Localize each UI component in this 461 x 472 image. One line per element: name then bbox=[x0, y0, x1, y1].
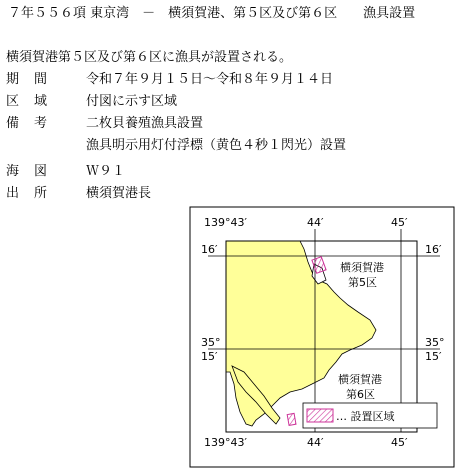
row-label-remarks: 備考 bbox=[6, 116, 63, 131]
row-value-chart: Ｗ９１ bbox=[86, 164, 126, 179]
lat-35-left: 35° bbox=[201, 336, 221, 349]
bottom-lon-44: 44′ bbox=[307, 436, 324, 449]
row-value-remarks-1: 二枚貝養殖漁具設置 bbox=[86, 116, 204, 131]
lat-35-right: 35° bbox=[425, 336, 445, 349]
bottom-lon-43: 139°43′ bbox=[204, 436, 247, 449]
notice-summary: 横須賀港第５区及び第６区に漁具が設置される。 bbox=[6, 50, 293, 65]
top-lon-44: 44′ bbox=[307, 216, 324, 229]
area6-label-line2: 第6区 bbox=[346, 388, 375, 401]
legend-swatch bbox=[307, 409, 333, 422]
lat-15-right: 15′ bbox=[425, 350, 442, 363]
area5-label-line1: 横須賀港 bbox=[340, 261, 384, 274]
top-lon-43: 139°43′ bbox=[204, 216, 247, 229]
bottom-lon-45: 45′ bbox=[391, 436, 408, 449]
row-label-source: 出所 bbox=[6, 186, 63, 201]
top-lon-45: 45′ bbox=[391, 216, 408, 229]
row-value-period: 令和７年９月１５日～令和８年９月１４日 bbox=[86, 72, 334, 87]
row-value-area: 付図に示す区域 bbox=[86, 94, 178, 109]
row-value-remarks-2: 漁具明示用灯付浮標（黄色４秒１閃光）設置 bbox=[86, 138, 347, 153]
lat-15-left: 15′ bbox=[201, 350, 218, 363]
row-label-area: 区域 bbox=[6, 94, 63, 109]
lat-16-left: 16′ bbox=[201, 243, 218, 256]
area6-label-line1: 横須賀港 bbox=[338, 373, 382, 386]
legend-text: … 設置区域 bbox=[336, 410, 395, 423]
row-value-source: 横須賀港長 bbox=[86, 186, 152, 201]
area5-label-line2: 第5区 bbox=[348, 276, 377, 289]
setup-area-6 bbox=[287, 413, 296, 425]
row-label-chart: 海図 bbox=[6, 164, 63, 179]
lat-16-right: 16′ bbox=[425, 243, 442, 256]
notice-title: ７年５５６項 東京湾 － 横須賀港、第５区及び第６区 漁具設置 bbox=[8, 6, 416, 21]
row-label-period: 期間 bbox=[6, 72, 63, 87]
